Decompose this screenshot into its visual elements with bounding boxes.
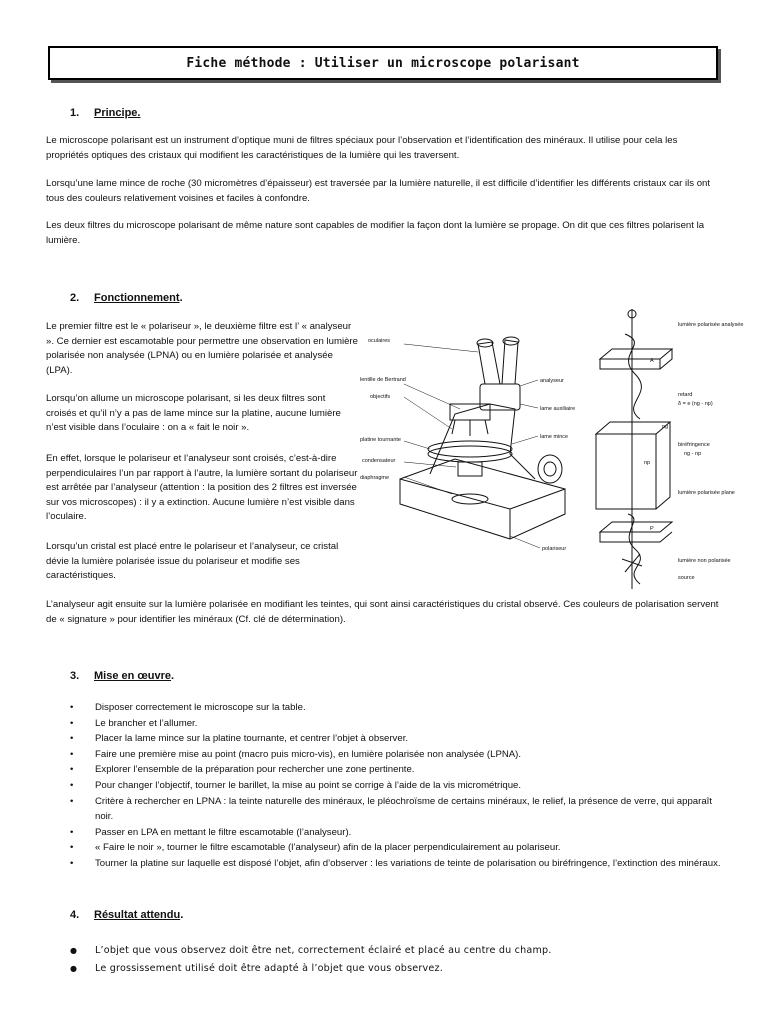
section-2-paragraph-3: En effet, lorsque le polariseur et l’analyseur sont croisés, c’est-à-dire perpendiculaires l’un par rapport à l’autre, la lumière sortant du polariseur est arrêtée par l’analyseur (attention : la position des 2 filtres est inversée sur vos microscopes) : il y a extinction. Aucune lumière n’est visible dans l’oculaire.	[46, 453, 358, 522]
section-2-paragraph-4: Lorsqu’un cristal est placé entre le polariseur et l’analyseur, ce cristal dévie la lumière polarisée issue du polariseur et modifie ses caractéristiques.	[46, 541, 339, 581]
label-lumiere-non-polarisee: lumière non polarisée	[678, 558, 731, 564]
label-birefringence: biréfringence	[678, 442, 710, 448]
list-item: • Faire une première mise au point (macro puis micro-vis), en lumière polarisée non analysée (LPNA).	[70, 747, 722, 763]
section-4-heading: 4. Résultat attendu.	[70, 909, 184, 921]
label-retard: retard	[678, 392, 693, 398]
list-item: • Disposer correctement le microscope sur la table.	[70, 700, 722, 716]
label-condensateur: condensateur	[362, 458, 396, 464]
section-4-list	[70, 942, 722, 978]
list-item: • Pour changer l’objectif, tourner le barillet, la mise au point se corrige à l’aide de la vis micrométrique.	[70, 778, 722, 794]
label-platine-tournante: platine tournante	[360, 437, 401, 443]
list-item: • Explorer l’ensemble de la préparation pour rechercher une zone pertinente.	[70, 762, 722, 778]
section-1-paragraph-3: Les deux filtres du microscope polarisant de même nature sont capables de modifier la façon dont la lumière se propage. On dit que ces filtres polarisent la lumière.	[46, 220, 705, 246]
label-lumiere-polarisee-plane: lumière polarisée plane	[678, 490, 735, 496]
label-lame-auxiliaire: lame auxiliaire	[540, 406, 576, 412]
list-item: • Tourner la platine sur laquelle est disposé l’objet, afin d’observer : les variations de teinte de polarisation ou biréfringence, l’extinction des minéraux.	[70, 856, 722, 872]
section-3-list	[70, 700, 722, 872]
label-lentille-bertrand: lentille de Bertrand	[360, 377, 406, 383]
section-1-paragraph-2: Lorsqu’une lame mince de roche (30 micromètres d’épaisseur) est traversée par la lumière naturelle, il est difficile d’identifier les différents cristaux car ils ont tous des couleurs relativement voisines et faciles à confondre.	[46, 178, 711, 204]
label-objectifs: objectifs	[370, 394, 391, 400]
list-item: • Placer la lame mince sur la platine tournante, et centrer l’objet à observer.	[70, 731, 722, 747]
list-item: ● L’objet que vous observez doit être net, correctement éclairé et placé au centre du champ.	[70, 942, 722, 960]
label-oculaires: oculaires	[368, 338, 391, 344]
section-2-paragraph-2: Lorsqu’on allume un microscope polarisant, si les deux filtres sont croisés et qu’il n’y a pas de lame mince sur la platine, aucune lumière n’est visible dans l’oculaire : on a « fait le noir ».	[46, 393, 341, 433]
section-2-paragraph-1: Le premier filtre est le « polariseur », le deuxième filtre est l’ « analyseur ». Ce dernier est escamotable pour permettre une observation en lumière polarisée non analysée (LPNA) ou en lumière polarisée et analysée (LPA).	[46, 321, 358, 376]
list-item: • Critère à rechercher en LPNA : la teinte naturelle des minéraux, le pléochroïsme de certains minéraux, le relief, la présence de verre, qui apparaît noir.	[70, 794, 722, 825]
section-3-heading: 3. Mise en œuvre.	[70, 670, 175, 682]
page-title: Fiche méthode : Utiliser un microscope polarisant	[186, 55, 580, 71]
label-source: source	[678, 575, 695, 581]
label-analyseur: analyseur	[540, 378, 564, 384]
list-item: ● Le grossissement utilisé doit être adapté à l’objet que vous observez.	[70, 960, 722, 978]
title-box	[48, 46, 718, 80]
section-1-paragraph-1: Le microscope polarisant est un instrument d’optique muni de filtres spéciaux pour l’observation et l’identification des minéraux. Il utilise pour cela les propriétés optiques des cristaux qui modifient les caractéristiques de la lumière qui les traversent.	[46, 135, 678, 161]
list-item: • « Faire le noir », tourner le filtre escamotable (l’analyseur) afin de la placer perpendiculairement au polariseur.	[70, 840, 722, 856]
label-polariseur: polariseur	[542, 546, 567, 552]
label-np: np	[644, 460, 651, 466]
label-ng-np: ng - np	[684, 451, 702, 457]
section-2-heading: 2. Fonctionnement.	[70, 292, 183, 304]
label-p: P	[650, 526, 654, 532]
label-lumiere-polarisee-analysee: lumière polarisée analysée	[678, 322, 744, 328]
label-diaphragme: diaphragme	[360, 475, 390, 481]
label-retard-formula: δ = e (ng - np)	[678, 401, 713, 407]
section-2-paragraph-5: L’analyseur agit ensuite sur la lumière polarisée en modifiant les teintes, qui sont ainsi caractéristiques du cristal observé. Ces couleurs de polarisation servent de « signature » pour identifier les minéraux (Cf. clé de détermination).	[46, 599, 719, 625]
label-a: A	[650, 358, 654, 364]
microscope-figure	[360, 304, 744, 594]
label-lame-mince: lame mince	[540, 434, 569, 440]
list-item: • Le brancher et l’allumer.	[70, 716, 722, 732]
section-1-heading: 1. Principe.	[70, 107, 141, 119]
list-item: • Passer en LPA en mettant le filtre escamotable (l’analyseur).	[70, 825, 722, 841]
label-ng: ng	[662, 424, 669, 430]
